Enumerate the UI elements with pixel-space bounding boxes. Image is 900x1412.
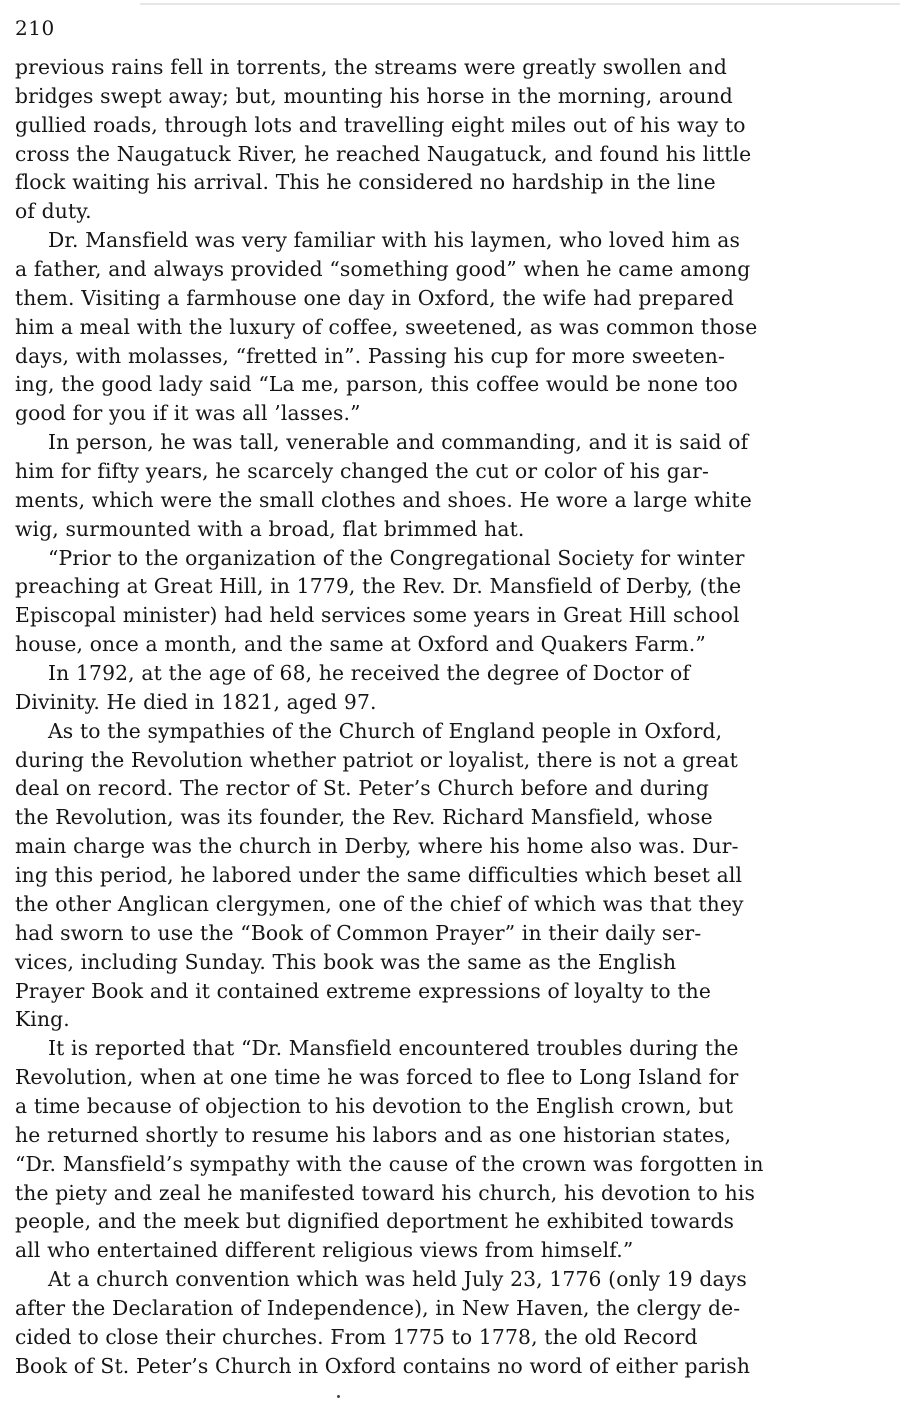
text-line: main charge was the church in Derby, where his home also was. Dur- xyxy=(15,834,739,859)
text-line: of duty. xyxy=(15,199,92,224)
paragraph xyxy=(15,226,885,428)
paragraph xyxy=(15,53,885,226)
text-line: wig, surmounted with a broad, flat brimmed hat. xyxy=(15,516,525,541)
text-line: people, and the meek but dignified deportment he exhibited towards xyxy=(15,1209,735,1234)
text-line: he returned shortly to resume his labors and as one historian states, xyxy=(15,1122,732,1147)
paragraph xyxy=(15,1034,885,1265)
text-line: him for fifty years, he scarcely changed the cut or color of his gar- xyxy=(15,459,709,484)
text-line: Episcopal minister) had held services some years in Great Hill school xyxy=(15,603,740,628)
text-line: the piety and zeal he manifested toward his church, his devotion to his xyxy=(15,1180,756,1205)
text-line: “Prior to the organization of the Congregational Society for winter xyxy=(48,545,745,570)
text-line: a time because of objection to his devotion to the English crown, but xyxy=(15,1093,734,1118)
text-line: cross the Naugatuck River, he reached Naugatuck, and found his little xyxy=(15,141,752,166)
text-line: King. xyxy=(15,1007,70,1032)
text-line: preaching at Great Hill, in 1779, the Rev. Dr. Mansfield of Derby, (the xyxy=(15,574,742,599)
text-line: all who entertained different religious views from himself.” xyxy=(15,1238,634,1263)
text-line: ing, the good lady said “La me, parson, this coffee would be none too xyxy=(15,372,738,397)
text-line: deal on record. The rector of St. Peter’s Church before and during xyxy=(15,776,709,801)
text-line: him a meal with the luxury of coffee, sweetened, as was common those xyxy=(15,314,758,339)
text-line: days, with molasses, “fretted in”. Passing his cup for more sweeten- xyxy=(15,343,725,368)
body-text xyxy=(15,53,885,1381)
text-line: flock waiting his arrival. This he considered no hardship in the line xyxy=(15,170,716,195)
text-line: a father, and always provided “something good” when he came among xyxy=(15,257,751,282)
text-line: Book of St. Peter’s Church in Oxford contains no word of either parish xyxy=(15,1353,751,1378)
paragraph xyxy=(15,544,885,659)
text-line: bridges swept away; but, mounting his horse in the morning, around xyxy=(15,83,733,108)
text-line: during the Revolution whether patriot or loyalist, there is not a great xyxy=(15,747,738,772)
text-line: Dr. Mansfield was very familiar with his laymen, who loved him as xyxy=(48,228,741,253)
paragraph xyxy=(15,428,885,543)
text-line: house, once a month, and the same at Oxford and Quakers Farm.” xyxy=(15,632,706,657)
page-number: 210 xyxy=(15,16,55,40)
text-line: previous rains fell in torrents, the streams were greatly swollen and xyxy=(15,55,727,79)
page-top-edge-rule xyxy=(140,3,900,5)
paragraph xyxy=(15,1265,885,1380)
paragraph xyxy=(15,659,885,717)
text-line: It is reported that “Dr. Mansfield encountered troubles during the xyxy=(48,1036,739,1061)
text-line: gullied roads, through lots and travelling eight miles out of his way to xyxy=(15,112,746,137)
text-line: At a church convention which was held July 23, 1776 (only 19 days xyxy=(48,1267,747,1292)
text-line: good for you if it was all ’lasses.” xyxy=(15,401,361,426)
text-line: In 1792, at the age of 68, he received the degree of Doctor of xyxy=(48,661,690,686)
paragraph xyxy=(15,717,885,1034)
text-line: “Dr. Mansfield’s sympathy with the cause of the crown was forgotten in xyxy=(15,1151,764,1176)
text-line: ing this period, he labored under the same difficulties which beset all xyxy=(15,863,743,888)
text-line: after the Declaration of Independence), in New Haven, the clergy de- xyxy=(15,1295,741,1320)
text-line: ments, which were the small clothes and shoes. He wore a large white xyxy=(15,487,752,512)
text-line: As to the sympathies of the Church of England people in Oxford, xyxy=(48,718,723,743)
text-line: In person, he was tall, venerable and commanding, and it is said of xyxy=(48,430,749,455)
scan-speck xyxy=(337,1395,340,1398)
text-line: the Revolution, was its founder, the Rev. Richard Mansfield, whose xyxy=(15,805,713,830)
text-line: had sworn to use the “Book of Common Prayer” in their daily ser- xyxy=(15,920,702,945)
text-line: the other Anglican clergymen, one of the chief of which was that they xyxy=(15,891,744,916)
text-line: cided to close their churches. From 1775 to 1778, the old Record xyxy=(15,1324,698,1349)
text-line: them. Visiting a farmhouse one day in Oxford, the wife had prepared xyxy=(15,285,734,310)
text-line: vices, including Sunday. This book was the same as the English xyxy=(15,949,677,974)
text-line: Divinity. He died in 1821, aged 97. xyxy=(15,689,377,714)
text-line: Prayer Book and it contained extreme expressions of loyalty to the xyxy=(15,978,712,1003)
text-line: Revolution, when at one time he was forced to flee to Long Island for xyxy=(15,1065,739,1090)
